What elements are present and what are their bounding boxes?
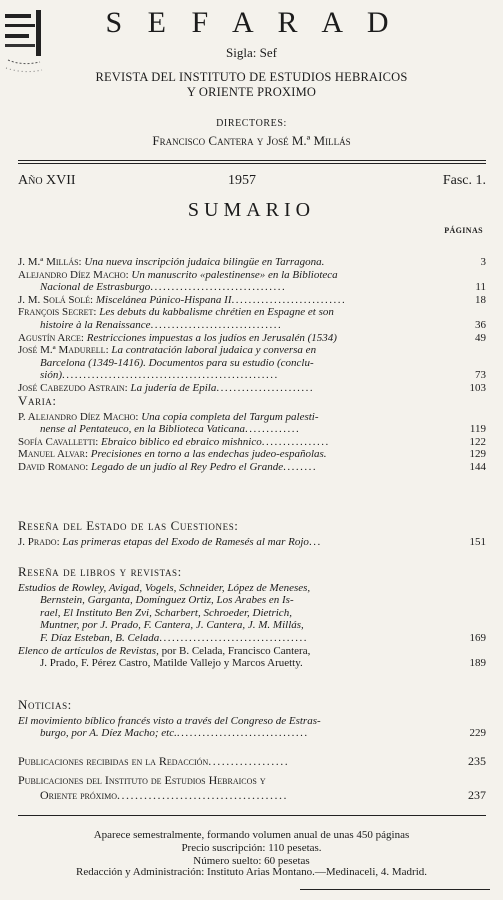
pages-column-label: PÁGINAS bbox=[444, 226, 483, 235]
toc-entry-line bbox=[18, 727, 452, 740]
toc-entry-line bbox=[18, 369, 452, 382]
footer-short-rule bbox=[300, 889, 490, 890]
toc-author: J. Prado: bbox=[18, 535, 60, 548]
toc-title: Restricciones impuestas a los judíos en Jerusalén (1534) bbox=[86, 331, 337, 344]
toc-entry-line bbox=[18, 632, 452, 645]
toc-title: La contratación laboral judaica y conversa en bbox=[111, 344, 317, 357]
toc-title: Nacional de Estrasburgo bbox=[40, 281, 151, 294]
page-number: 36 bbox=[475, 318, 486, 331]
page-number: 73 bbox=[475, 369, 486, 382]
toc-entry bbox=[18, 256, 486, 269]
leader-dots: ....................... bbox=[216, 381, 315, 394]
toc-title: Las primeras etapas del Exodo de Ramesés al mar Rojo bbox=[62, 535, 309, 548]
page-number: 235 bbox=[468, 754, 486, 768]
state-review-heading: Reseña del Estado de las Cuestiones: bbox=[18, 518, 239, 533]
toc-entry-line bbox=[18, 256, 452, 269]
toc-title: Publicaciones recibidas en la Redacción bbox=[18, 754, 209, 768]
subtitle-line-2: Y ORIENTE PROXIMO bbox=[186, 85, 317, 99]
toc-entry-line bbox=[18, 582, 452, 595]
toc-title: por B. Celada, Francisco Cantera, bbox=[161, 644, 311, 657]
toc-entry bbox=[18, 773, 486, 803]
toc-title: Ebraico biblico ed ebraico mishnico bbox=[101, 435, 262, 448]
toc-entry bbox=[18, 754, 486, 769]
toc-author: P. Alejandro Díez Macho: bbox=[18, 410, 139, 423]
toc-title: nense al Pentateuco, en la Biblioteca Vaticana bbox=[40, 423, 245, 436]
page-number: 18 bbox=[475, 293, 486, 306]
journal-subtitle bbox=[0, 70, 503, 100]
toc-author: Manuel Alvar: bbox=[18, 448, 89, 461]
toc-entry bbox=[18, 306, 486, 331]
toc-entry-line bbox=[18, 461, 452, 474]
toc-entry-line bbox=[18, 344, 452, 357]
toc-title: La judería de Epila bbox=[130, 381, 217, 394]
varia-heading: Varia: bbox=[18, 393, 57, 408]
toc-author: Agustín Arce: bbox=[18, 331, 84, 344]
toc-entry-line bbox=[18, 281, 452, 294]
footer-subscription-price: Precio suscripción: 110 pesetas. bbox=[181, 842, 322, 854]
toc-entry-line bbox=[18, 754, 452, 769]
articles-list bbox=[18, 256, 486, 395]
subtitle-line-1: REVISTA DEL INSTITUTO DE ESTUDIOS HEBRAICOS bbox=[95, 70, 408, 84]
page-number: 3 bbox=[480, 256, 486, 268]
toc-title: Una nueva inscripción judaica bilingüe en Tarragona. bbox=[84, 256, 325, 268]
toc-entry-line bbox=[18, 332, 452, 345]
toc-author: Sofía Cavalletti: bbox=[18, 435, 99, 448]
toc-entry-line bbox=[18, 773, 452, 788]
leader-dots: ............................... bbox=[150, 318, 283, 331]
toc-entry-line bbox=[18, 645, 452, 658]
publications-list bbox=[18, 754, 486, 807]
state-review-section bbox=[18, 514, 486, 548]
toc-entry-line bbox=[18, 306, 452, 319]
book-review-heading: Reseña de libros y revistas: bbox=[18, 564, 182, 579]
page-number: 103 bbox=[469, 381, 486, 394]
page-number: 229 bbox=[469, 727, 486, 740]
book-review-section bbox=[18, 560, 486, 670]
toc-title: sión) bbox=[40, 369, 62, 382]
footer-rule bbox=[18, 815, 486, 816]
toc-title: Legado de un judío al Rey Pedro el Grande bbox=[91, 460, 284, 473]
page-number: 189 bbox=[469, 657, 486, 670]
page-number: 49 bbox=[475, 331, 486, 344]
toc-title: Miscelánea Púnico-Hispana II bbox=[95, 293, 232, 306]
toc-title: Una copia completa del Targum palesti- bbox=[141, 410, 319, 423]
toc-prefix: Estudios de bbox=[18, 581, 70, 594]
varia-section bbox=[18, 389, 486, 474]
summary-heading: SUMARIO bbox=[187, 199, 316, 221]
toc-author: J. M.ª Millás: bbox=[18, 256, 82, 268]
page-number: 129 bbox=[469, 448, 486, 461]
leader-dots: ........................... bbox=[231, 293, 347, 306]
news-section bbox=[18, 693, 486, 740]
toc-entry-line bbox=[18, 448, 452, 461]
toc-entry bbox=[18, 344, 486, 382]
page-number: 122 bbox=[469, 435, 486, 448]
toc-author: David Romano: bbox=[18, 460, 89, 473]
toc-entry-line bbox=[18, 788, 452, 803]
toc-title: Precisiones en torno a las endechas judeo-españolas. bbox=[90, 448, 327, 461]
leader-dots: ............................... bbox=[176, 727, 309, 740]
journal-sigla: Sigla: Sef bbox=[226, 45, 277, 60]
toc-entry bbox=[18, 448, 486, 461]
toc-author: José M.ª Madurell: bbox=[18, 344, 109, 357]
page-number: 11 bbox=[475, 281, 486, 294]
toc-title: Publicaciones del Instituto de Estudios Hebraicos y bbox=[18, 773, 266, 787]
issue-fascicle: Fasc. 1. bbox=[442, 173, 486, 188]
toc-title: rael, El Instituto Ben Zvi, Scharbert, Schroeder, Dietrich, bbox=[40, 606, 292, 619]
issue-date: 1957 bbox=[228, 173, 256, 188]
toc-entry-line bbox=[18, 436, 452, 449]
toc-entry bbox=[18, 461, 486, 474]
toc-author: Alejandro Díez Macho: bbox=[18, 268, 129, 281]
toc-entry bbox=[18, 536, 486, 549]
toc-entry-line bbox=[18, 294, 452, 307]
leader-dots: ................................ bbox=[150, 281, 287, 294]
header-rule-bottom bbox=[18, 163, 486, 164]
toc-entry-line bbox=[18, 357, 452, 370]
page-number: 151 bbox=[469, 535, 486, 548]
page-number: 237 bbox=[468, 788, 486, 802]
toc-entry-line bbox=[18, 619, 452, 632]
leader-dots: .................. bbox=[208, 754, 290, 768]
leader-dots: ...................................... bbox=[117, 788, 288, 802]
toc-title: J. Prado, F. Pérez Castro, Matilde Vallejo y Marcos Aruetty. bbox=[40, 657, 303, 670]
toc-entry-line bbox=[18, 536, 452, 549]
toc-title: Barcelona (1349-1416). Documentos para su estudio (conclu- bbox=[40, 356, 314, 369]
toc-entry bbox=[18, 715, 486, 740]
toc-entry bbox=[18, 436, 486, 449]
toc-entry-line bbox=[18, 319, 452, 332]
leader-dots: ................ bbox=[261, 435, 330, 448]
toc-entry bbox=[18, 645, 486, 670]
toc-entry-line bbox=[18, 657, 452, 670]
toc-entry bbox=[18, 332, 486, 345]
toc-title: Oriente próximo bbox=[40, 788, 117, 802]
toc-author: José Cabezudo Astrain: bbox=[18, 381, 128, 394]
journal-title: S E F A R A D bbox=[105, 6, 398, 39]
toc-entry bbox=[18, 411, 486, 436]
leader-dots: ............. bbox=[244, 423, 301, 436]
page-number: 119 bbox=[469, 423, 486, 436]
toc-title: Les debuts du kabbalisme chrétien en Espagne et son bbox=[99, 306, 334, 319]
toc-title: Un manuscrito «palestinense» en la Biblioteca bbox=[131, 268, 338, 281]
footer-frequency: Aparece semestralmente, formando volumen anual de unas 450 páginas bbox=[93, 829, 410, 841]
toc-entry bbox=[18, 582, 486, 645]
leader-dots: ........ bbox=[283, 460, 318, 473]
toc-entry bbox=[18, 269, 486, 294]
page-number: 144 bbox=[469, 460, 486, 473]
footer-address: Redacción y Administración: Instituto Arias Montano.—Medinaceli, 4. Madrid. bbox=[75, 866, 428, 878]
issue-year: Año XVII bbox=[18, 173, 76, 188]
footer-single-issue-price: Número suelto: 60 pesetas bbox=[193, 855, 310, 867]
toc-title: F. Díaz Esteban, B. Celada bbox=[40, 631, 160, 644]
toc-entry bbox=[18, 294, 486, 307]
toc-entry-line bbox=[18, 411, 452, 424]
leader-dots: ... bbox=[308, 535, 322, 548]
toc-title: histoire à la Renaissance bbox=[40, 318, 151, 331]
toc-title: burgo, por A. Díez Macho; etc. bbox=[40, 727, 177, 740]
toc-prefix: Elenco de artículos de Revistas, bbox=[18, 644, 159, 657]
footer-info bbox=[0, 829, 503, 868]
toc-author: François Secret: bbox=[18, 306, 97, 319]
news-heading: Noticias: bbox=[18, 697, 72, 712]
header-rule-top bbox=[18, 160, 486, 161]
leader-dots: ................................... bbox=[159, 631, 309, 644]
leader-dots: ................................................... bbox=[62, 369, 279, 382]
toc-title: Bernstein, Garganta, Domínguez Ortiz, Los Arabes en Is- bbox=[40, 594, 294, 607]
toc-entry-line bbox=[18, 269, 452, 282]
toc-entry-line bbox=[18, 594, 452, 607]
toc-title: El movimiento bíblico francés visto a través del Congreso de Estras- bbox=[18, 714, 321, 727]
toc-title: Rowley, Avigad, Vogels, Schneider, López de Meneses, bbox=[71, 581, 311, 594]
directors-label: DIRECTORES: bbox=[216, 118, 287, 129]
toc-entry-line bbox=[18, 715, 452, 728]
toc-entry-line bbox=[18, 423, 452, 436]
toc-title: Muntner, por J. Prado, F. Cantera, J. Cantera, J. M. Millás, bbox=[40, 619, 304, 632]
toc-author: J. M. Solá Solé: bbox=[18, 293, 94, 306]
directors-names: Francisco Cantera y José M.ª Millás bbox=[152, 133, 351, 148]
page-number: 169 bbox=[469, 631, 486, 644]
toc-entry-line bbox=[18, 607, 452, 620]
